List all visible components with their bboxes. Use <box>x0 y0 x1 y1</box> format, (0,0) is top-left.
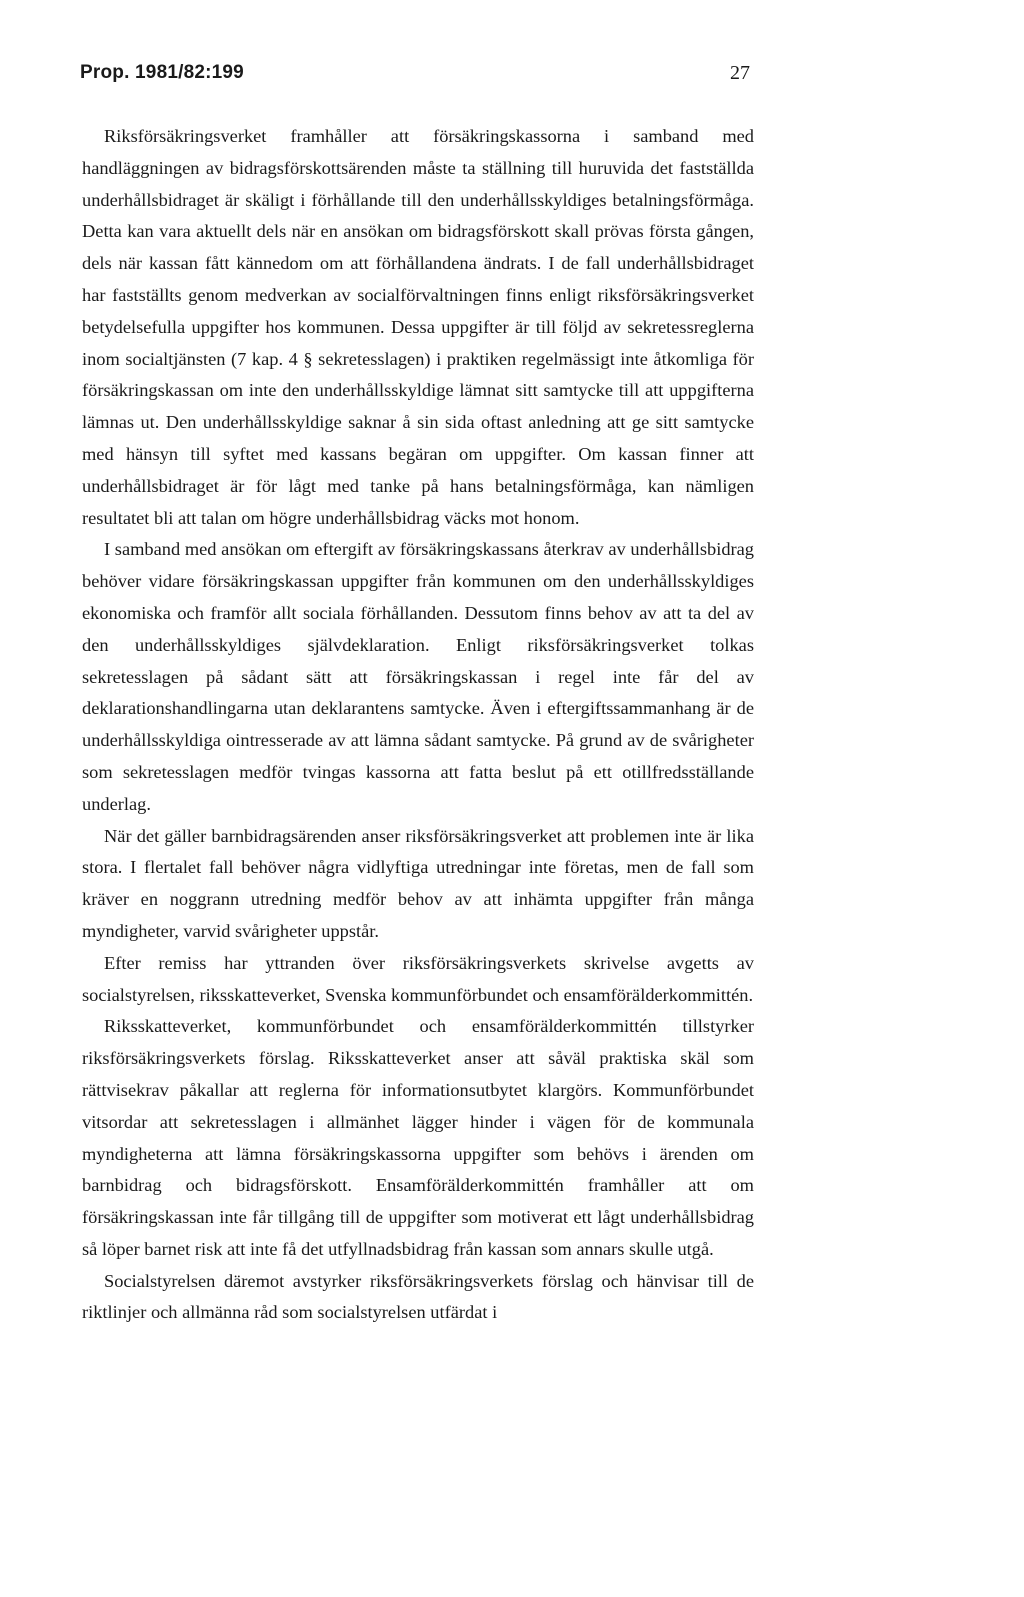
body-text <box>82 121 754 1329</box>
paragraph: Riksförsäkringsverket framhåller att försäkringskassorna i samband med handläggningen av bidragsförskottsärenden måste ta ställning till huruvida det fastställda underhållsbidraget är skäligt i förhållande till den underhållsskyldiges betalningsförmåga. Detta kan vara aktuellt dels när en ansökan om bidragsförskott skall prövas första gången, dels när kassan fått kännedom om att förhållandena ändrats. I de fall underhållsbidraget har fastställts genom medverkan av socialförvaltningen finns enligt riksförsäkringsverket betydelsefulla uppgifter hos kommunen. Dessa uppgifter är till följd av sekretessreglerna inom socialtjänsten (7 kap. 4 § sekretesslagen) i praktiken regelmässigt inte åtkomliga för försäkringskassan om inte den underhållsskyldige lämnat sitt samtycke till att uppgifterna lämnas ut. Den underhållsskyldige saknar å sin sida oftast anledning att ge sitt samtycke med hänsyn till syftet med kassans begäran om uppgifter. Om kassan finner att underhållsbidraget är för lågt med tanke på hans betalningsförmåga, kan nämligen resultatet bli att talan om högre underhållsbidrag väcks mot honom. <box>82 126 754 528</box>
paragraph: När det gäller barnbidragsärenden anser riksförsäkringsverket att problemen inte är lika stora. I flertalet fall behöver några vidlyftiga utredningar inte företas, men de fall som kräver en noggrann utredning medför behov av att inhämta uppgifter från många myndigheter, varvid svårigheter uppstår. <box>82 825 754 941</box>
paragraph: Efter remiss har yttranden över riksförsäkringsverkets skrivelse avgetts av socialstyrelsen, riksskatteverket, Svenska kommunförbundet och ensamförälderkommittén. <box>82 952 754 1005</box>
document-reference: Prop. 1981/82:199 <box>80 62 244 83</box>
page-number: 27 <box>730 62 750 84</box>
paragraph: Riksskatteverket, kommunförbundet och ensamförälderkommittén tillstyrker riksförsäkringsverkets förslag. Riksskatteverket anser att såväl praktiska skäl som rättvisekrav påkallar att reglerna för informationsutbytet klargörs. Kommunförbundet vitsordar att sekretesslagen i allmänhet lägger hinder i vägen för de kommunala myndigheterna att lämna försäkringskassorna uppgifter som behövs i ärenden om barnbidrag och bidragsförskott. Ensamförälderkommittén framhåller att om försäkringskassan inte får tillgång till de uppgifter som motiverat ett lågt underhållsbidrag så löper barnet risk att inte få det utfyllnadsbidrag från kassan som annars skulle utgå. <box>82 1016 754 1259</box>
paragraph: I samband med ansökan om eftergift av försäkringskassans återkrav av underhållsbidrag behöver vidare försäkringskassan uppgifter från kommunen om den underhållsskyldiges ekonomiska och framför allt sociala förhållanden. Dessutom finns behov av att ta del av den underhållsskyldiges självdeklaration. Enligt riksförsäkringsverket tolkas sekretesslagen på sådant sätt att försäkringskassan i regel inte får del av deklarationshandlingarna utan deklarantens samtycke. Även i eftergiftssammanhang är de underhållsskyldiga ointresserade av att lämna sådant samtycke. På grund av de svårigheter som sekretesslagen medför tvingas kassorna att fatta beslut på ett otillfredsställande underlag. <box>82 539 754 814</box>
paragraph: Socialstyrelsen däremot avstyrker riksförsäkringsverkets förslag och hänvisar till de riktlinjer och allmänna råd som socialstyrelsen utfärdat i <box>82 1270 754 1323</box>
